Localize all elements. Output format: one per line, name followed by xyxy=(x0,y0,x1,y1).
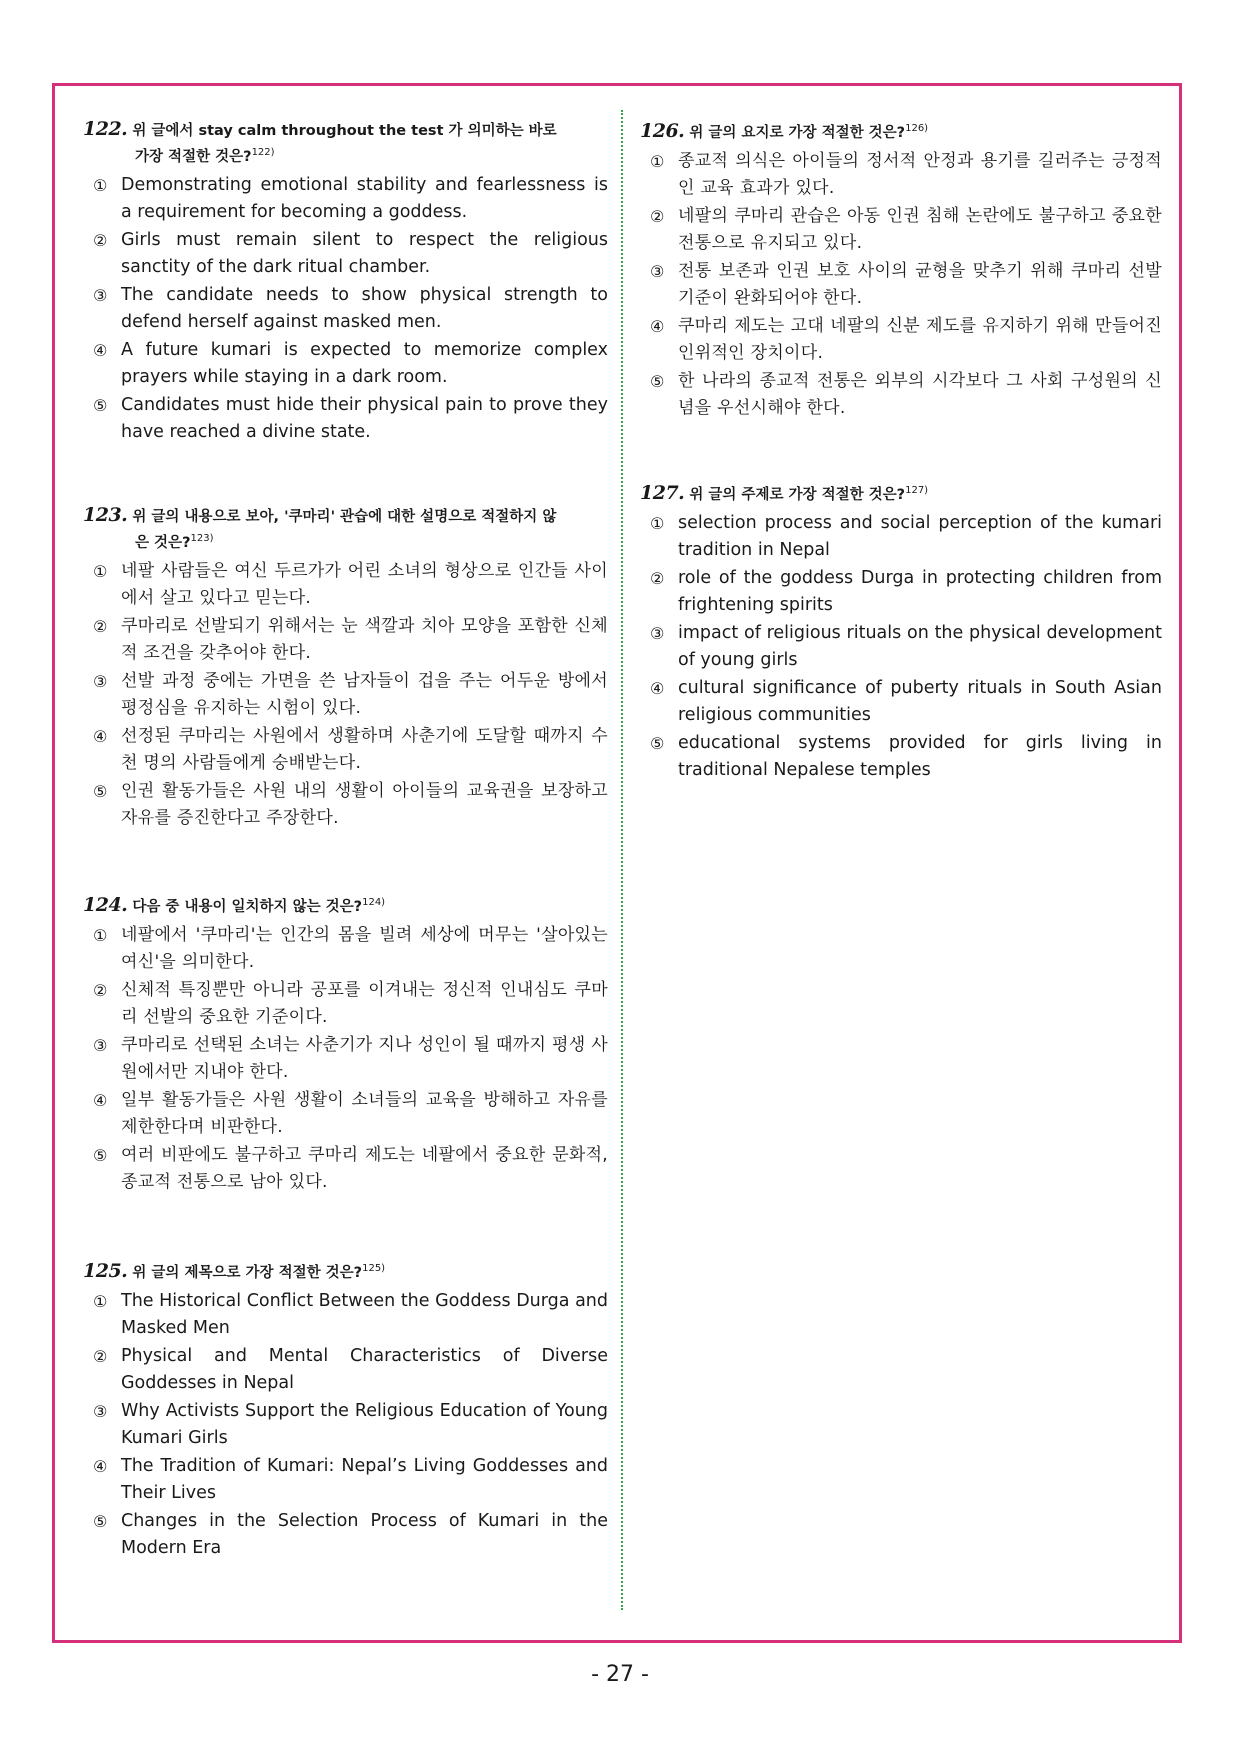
option-2[interactable] xyxy=(83,1343,608,1398)
option-text: cultural significance of puberty rituals in South Asian religious communities xyxy=(678,677,1162,726)
answer-options xyxy=(83,922,608,1197)
option-2[interactable] xyxy=(83,227,608,282)
option-3[interactable] xyxy=(83,1032,608,1087)
option-marker: ① xyxy=(93,561,108,581)
option-marker: ③ xyxy=(93,285,108,305)
question-prompt xyxy=(83,1258,608,1284)
option-marker: ④ xyxy=(93,1456,108,1476)
option-marker: ⑤ xyxy=(93,781,108,801)
option-5[interactable] xyxy=(83,1508,608,1563)
option-text: Girls must remain silent to respect the religious sanctity of the dark ritual chamber. xyxy=(121,229,608,278)
option-text: 선발 과정 중에는 가면을 쓴 남자들이 겁을 주는 어두운 방에서 평정심을 유지하는 시험이 있다. xyxy=(121,670,608,719)
question-number: 124. xyxy=(83,893,128,916)
question-126 xyxy=(640,118,1162,423)
option-marker: ① xyxy=(650,151,665,171)
option-marker: ② xyxy=(93,980,108,1000)
answer-options xyxy=(83,1288,608,1563)
option-5[interactable] xyxy=(640,368,1162,423)
option-4[interactable] xyxy=(640,675,1162,730)
option-text: selection process and social perception of the kumari tradition in Nepal xyxy=(678,512,1162,561)
option-4[interactable] xyxy=(83,337,608,392)
prompt-line-1: 위 글의 요지로 가장 적절한 것은? xyxy=(689,124,906,141)
option-1[interactable] xyxy=(83,172,608,227)
page-number: - 27 - xyxy=(591,1662,649,1687)
option-3[interactable] xyxy=(83,1398,608,1453)
option-marker: ④ xyxy=(93,340,108,360)
answer-options xyxy=(640,148,1162,423)
option-1[interactable] xyxy=(640,510,1162,565)
option-text: 네팔 사람들은 여신 두르가가 어린 소녀의 형상으로 인간들 사이에서 살고 있다고 믿는다. xyxy=(121,560,608,609)
footnote-ref: 124) xyxy=(362,897,386,908)
footnote-ref: 122) xyxy=(251,147,275,158)
option-4[interactable] xyxy=(83,1087,608,1142)
column-divider xyxy=(621,110,623,1610)
option-marker: ⑤ xyxy=(93,1145,108,1165)
option-text: The candidate needs to show physical strength to defend herself against masked men. xyxy=(121,284,608,333)
prompt-line-1: 위 글의 제목으로 가장 적절한 것은? xyxy=(132,1264,363,1281)
option-marker: ⑤ xyxy=(650,371,665,391)
option-marker: ③ xyxy=(93,671,108,691)
option-1[interactable] xyxy=(640,148,1162,203)
option-marker: ⑤ xyxy=(93,395,108,415)
option-text: 네팔에서 '쿠마리'는 인간의 몸을 빌려 세상에 머무는 '살아있는 여신'을 의미한다. xyxy=(121,924,608,973)
option-text: Why Activists Support the Religious Education of Young Kumari Girls xyxy=(121,1400,608,1449)
option-3[interactable] xyxy=(640,258,1162,313)
footnote-ref: 127) xyxy=(905,485,929,496)
option-marker: ① xyxy=(93,925,108,945)
question-123 xyxy=(83,504,608,833)
option-1[interactable] xyxy=(83,922,608,977)
question-prompt xyxy=(83,118,608,168)
question-122 xyxy=(83,118,608,447)
option-marker: ③ xyxy=(650,623,665,643)
option-text: 여러 비판에도 불구하고 쿠마리 제도는 네팔에서 중요한 문화적, 종교적 전통으로 남아 있다. xyxy=(121,1144,608,1193)
option-text: 전통 보존과 인권 보호 사이의 균형을 맞추기 위해 쿠마리 선발 기준이 완화되어야 한다. xyxy=(678,260,1162,309)
option-marker: ⑤ xyxy=(93,1511,108,1531)
option-2[interactable] xyxy=(640,203,1162,258)
footnote-ref: 126) xyxy=(905,123,929,134)
question-prompt xyxy=(83,892,608,918)
option-2[interactable] xyxy=(640,565,1162,620)
option-4[interactable] xyxy=(640,313,1162,368)
option-marker: ④ xyxy=(93,1090,108,1110)
option-text: impact of religious rituals on the physical development of young girls xyxy=(678,622,1162,671)
option-text: 쿠마리로 선발되기 위해서는 눈 색깔과 치아 모양을 포함한 신체적 조건을 갖추어야 한다. xyxy=(121,615,608,664)
option-marker: ② xyxy=(93,616,108,636)
option-2[interactable] xyxy=(83,977,608,1032)
question-127 xyxy=(640,480,1162,785)
option-text: Candidates must hide their physical pain to prove they have reached a divine state. xyxy=(121,394,608,443)
prompt-line-2: 은 것은? xyxy=(135,534,191,551)
option-marker: ④ xyxy=(93,726,108,746)
option-marker: ② xyxy=(93,230,108,250)
footnote-ref: 123) xyxy=(190,533,214,544)
footnote-ref: 125) xyxy=(362,1263,386,1274)
option-marker: ② xyxy=(650,568,665,588)
option-text: 인권 활동가들은 사원 내의 생활이 아이들의 교육권을 보장하고 자유를 증진한다고 주장한다. xyxy=(121,780,608,829)
prompt-line-1: 위 글의 내용으로 보아, '쿠마리' 관습에 대한 설명으로 적절하지 않 xyxy=(132,509,557,525)
option-1[interactable] xyxy=(83,558,608,613)
option-marker: ③ xyxy=(650,261,665,281)
option-5[interactable] xyxy=(83,392,608,447)
option-text: educational systems provided for girls living in traditional Nepalese temples xyxy=(678,732,1162,781)
option-3[interactable] xyxy=(640,620,1162,675)
option-marker: ① xyxy=(650,513,665,533)
question-number: 126. xyxy=(640,119,685,142)
option-marker: ① xyxy=(93,175,108,195)
prompt-line-1: 다음 중 내용이 일치하지 않는 것은? xyxy=(132,898,363,915)
question-number: 127. xyxy=(640,481,685,504)
option-1[interactable] xyxy=(83,1288,608,1343)
option-5[interactable] xyxy=(83,1142,608,1197)
option-text: A future kumari is expected to memorize complex prayers while staying in a dark room. xyxy=(121,339,608,388)
prompt-line-1: 위 글에서 stay calm throughout the test 가 의미하는 바로 xyxy=(132,123,557,139)
question-prompt xyxy=(640,480,1162,506)
question-prompt xyxy=(640,118,1162,144)
option-marker: ③ xyxy=(93,1035,108,1055)
option-text: Changes in the Selection Process of Kumari in the Modern Era xyxy=(121,1510,608,1559)
option-marker: ④ xyxy=(650,316,665,336)
option-text: The Tradition of Kumari: Nepal’s Living Goddesses and Their Lives xyxy=(121,1455,608,1504)
option-3[interactable] xyxy=(83,668,608,723)
option-text: 선정된 쿠마리는 사원에서 생활하며 사춘기에 도달할 때까지 수천 명의 사람들에게 숭배받는다. xyxy=(121,725,608,774)
option-5[interactable] xyxy=(83,778,608,833)
prompt-line-2: 가장 적절한 것은? xyxy=(135,148,252,165)
option-marker: ① xyxy=(93,1291,108,1311)
option-marker: ② xyxy=(650,206,665,226)
option-text: Demonstrating emotional stability and fearlessness is a requirement for becoming a goddess. xyxy=(121,174,608,223)
answer-options xyxy=(83,558,608,833)
option-marker: ② xyxy=(93,1346,108,1366)
option-5[interactable] xyxy=(640,730,1162,785)
question-number: 123. xyxy=(83,504,128,526)
question-124 xyxy=(83,892,608,1197)
option-text: 일부 활동가들은 사원 생활이 소녀들의 교육을 방해하고 자유를 제한한다며 비판한다. xyxy=(121,1089,608,1138)
option-text: role of the goddess Durga in protecting children from frightening spirits xyxy=(678,567,1162,616)
question-number: 125. xyxy=(83,1259,128,1282)
option-text: The Historical Conflict Between the Goddess Durga and Masked Men xyxy=(121,1290,608,1339)
option-text: 신체적 특징뿐만 아니라 공포를 이겨내는 정신적 인내심도 쿠마리 선발의 중요한 기준이다. xyxy=(121,979,608,1028)
option-4[interactable] xyxy=(83,1453,608,1508)
option-marker: ⑤ xyxy=(650,733,665,753)
option-text: 종교적 의식은 아이들의 정서적 안정과 용기를 길러주는 긍정적인 교육 효과가 있다. xyxy=(678,150,1162,199)
option-marker: ④ xyxy=(650,678,665,698)
option-4[interactable] xyxy=(83,723,608,778)
question-prompt xyxy=(83,504,608,554)
prompt-line-1: 위 글의 주제로 가장 적절한 것은? xyxy=(689,486,906,503)
answer-options xyxy=(640,510,1162,785)
question-number: 122. xyxy=(83,118,128,140)
option-text: Physical and Mental Characteristics of Diverse Goddesses in Nepal xyxy=(121,1345,608,1394)
option-marker: ③ xyxy=(93,1401,108,1421)
option-2[interactable] xyxy=(83,613,608,668)
option-3[interactable] xyxy=(83,282,608,337)
option-text: 한 나라의 종교적 전통은 외부의 시각보다 그 사회 구성원의 신념을 우선시해야 한다. xyxy=(678,370,1162,419)
option-text: 네팔의 쿠마리 관습은 아동 인권 침해 논란에도 불구하고 중요한 전통으로 유지되고 있다. xyxy=(678,205,1162,254)
question-125 xyxy=(83,1258,608,1563)
answer-options xyxy=(83,172,608,447)
option-text: 쿠마리 제도는 고대 네팔의 신분 제도를 유지하기 위해 만들어진 인위적인 장치이다. xyxy=(678,315,1162,364)
option-text: 쿠마리로 선택된 소녀는 사춘기가 지나 성인이 될 때까지 평생 사원에서만 지내야 한다. xyxy=(121,1034,608,1083)
